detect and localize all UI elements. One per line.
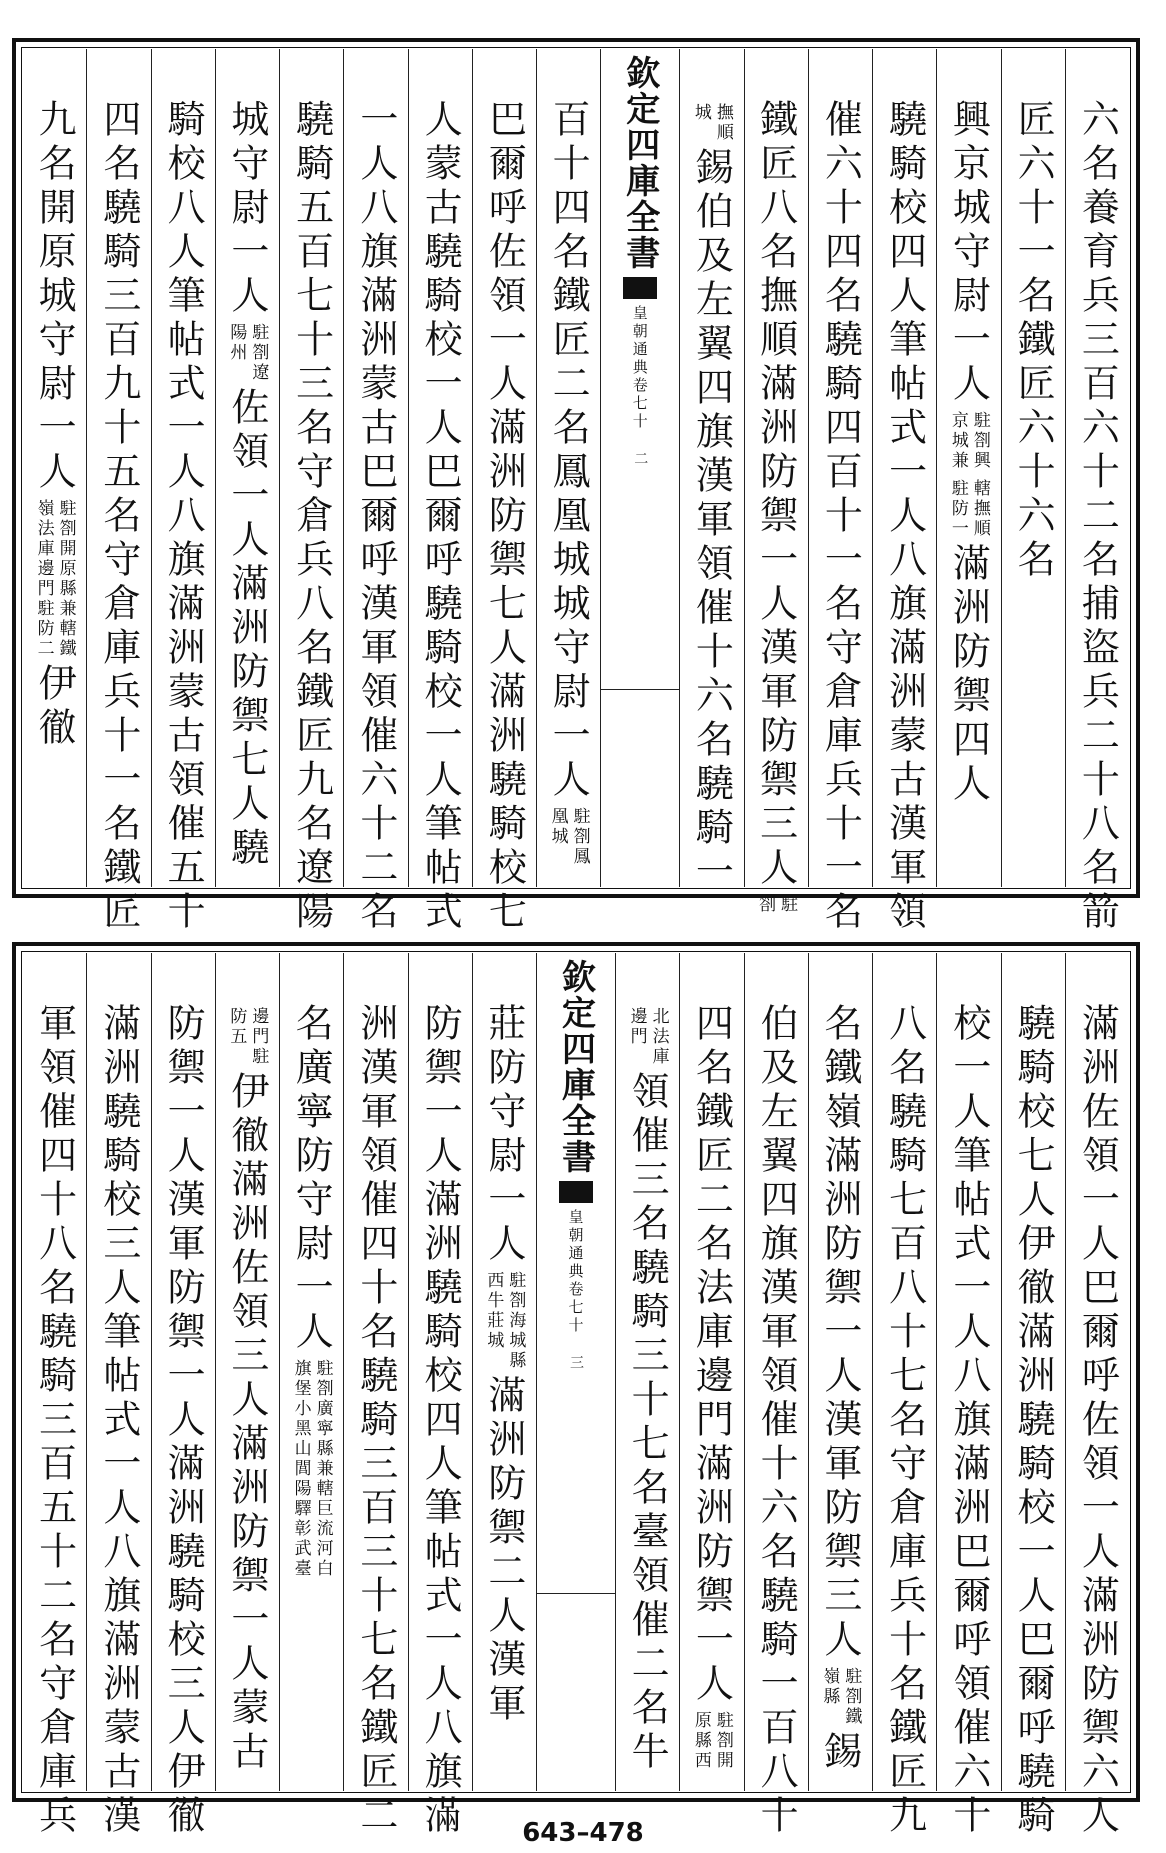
interlinear-note: [226, 323, 268, 383]
main-text: 名廣寧防守尉一人: [289, 1003, 334, 1355]
column-text: 防禦一人漢軍防禦一人滿洲驍騎校三人伊徹: [161, 1003, 206, 1839]
text-column-left-8: [23, 953, 86, 1839]
main-text: 城守尉一人: [224, 99, 269, 319]
note-line: 邊門: [626, 1007, 647, 1047]
column-text: 一人八旗滿洲蒙古巴爾呼漢軍領催六十二名: [353, 99, 398, 935]
interlinear-note: [691, 1711, 733, 1771]
text-column-right-3: [936, 49, 1000, 887]
column-segments: [749, 99, 804, 919]
page-top: [12, 38, 1140, 935]
text-column-left-7: [151, 49, 215, 935]
interlinear-note: [34, 499, 76, 659]
note-line: 嶺法庫邊門駐防二: [33, 499, 54, 659]
column-text: 滿洲佐領一人巴爾呼佐領一人滿洲防禦六人: [1075, 1003, 1120, 1839]
interlinear-note: [691, 103, 733, 143]
text-column-right-1: [1065, 49, 1129, 935]
main-text: 伊徹: [32, 663, 77, 751]
column-segments: [541, 99, 596, 871]
interlinear-note: [226, 1007, 268, 1067]
note-line: 駐劄鳳: [569, 807, 590, 867]
text-column-right-5: [808, 953, 872, 1791]
leaf-number: 二: [632, 451, 649, 465]
interlinear-note: [948, 411, 990, 471]
column-text: 人蒙古驍騎校一人巴爾呼驍騎校一人筆帖式: [418, 99, 463, 935]
text-column-left-4: [343, 49, 407, 935]
column-segments: [220, 1003, 275, 1775]
text-column-right-7: [679, 953, 743, 1791]
note-line: 京城兼: [947, 411, 968, 471]
gutter-divider: [537, 1593, 615, 1594]
column-text: 四名驍騎三百九十五名守倉庫兵十一名鐵匠: [96, 99, 141, 935]
main-text: 名鐵嶺滿洲防禦一人漢軍防禦三人: [817, 1003, 862, 1663]
column-text: 軍領催四十八名驍騎三百五十二名守倉庫兵: [32, 1003, 77, 1839]
main-text: 伊徹滿洲佐領三人滿洲防禦一人蒙古: [224, 1071, 269, 1775]
text-column-left-4: [279, 953, 343, 1791]
main-text: 滿洲防禦四人: [946, 543, 991, 807]
text-column-left-9: [23, 49, 86, 887]
main-text: 領催三名驍騎三十七名臺領催二名牛: [625, 1071, 670, 1775]
center-gutter: [536, 953, 615, 1791]
text-column-left-2: [472, 49, 536, 935]
column-text: 巴爾呼佐領一人滿洲防禦七人滿洲驍騎校七: [482, 99, 527, 935]
interlinear-note: [291, 1359, 333, 1579]
text-column-left-8: [86, 49, 150, 935]
text-column-right-3: [936, 953, 1000, 1839]
text-column-left-5: [215, 953, 279, 1791]
note-line: 原縣西: [690, 1711, 711, 1771]
columns-top: [23, 49, 1129, 935]
column-text: 催六十四名驍騎四百十一名守倉庫兵十一名: [818, 99, 863, 935]
note-line: 劄: [755, 895, 776, 915]
note-line: 駐劄開原縣兼轄鐵: [55, 499, 76, 659]
text-column-left-7: [86, 953, 150, 1839]
center-gutter: [600, 49, 679, 887]
text-column-left-6: [151, 953, 215, 1839]
column-text: 洲漢軍領催四十名驍騎三百三十七名鐵匠二: [353, 1003, 398, 1839]
note-line: 轄撫順: [969, 479, 990, 539]
text-column-left-3: [343, 953, 407, 1839]
volume-reference: 皇朝通典卷七十: [566, 1209, 585, 1335]
main-text: 錫: [817, 1731, 862, 1775]
text-column-right-7: [679, 49, 743, 895]
note-line: 駐劄海城縣: [505, 1271, 526, 1371]
text-column-left-3: [408, 49, 472, 935]
text-column-left-2: [408, 953, 472, 1839]
note-line: 駐劄鐵: [841, 1667, 862, 1727]
column-segments: [284, 1003, 339, 1583]
text-column-right-6: [744, 49, 808, 915]
main-text: 四名鐵匠二名法庫邊門滿洲防禦一人: [689, 1003, 734, 1707]
note-line: 西牛莊城: [483, 1271, 504, 1351]
interlinear-note: [627, 1007, 669, 1067]
main-text: 錫伯及左翼四旗漢軍領催十六名驍騎一: [689, 147, 734, 895]
text-column-right-2: [1001, 49, 1065, 887]
fish-tail-mark: [623, 277, 657, 299]
note-line: 駐劄開: [712, 1711, 733, 1771]
main-text: 滿洲防禦二人漢軍: [481, 1375, 526, 1727]
note-line: 撫順: [712, 103, 733, 143]
note-line: 駐劄遼: [248, 323, 269, 383]
column-text: 防禦一人滿洲驍騎校四人筆帖式一人八旗滿: [418, 1003, 463, 1839]
text-column-right-1: [1065, 953, 1129, 1839]
column-segments: [27, 99, 82, 751]
note-line: 防五: [226, 1007, 247, 1047]
column-text: 驍騎校四人筆帖式一人八旗滿洲蒙古漢軍領: [882, 99, 927, 935]
main-text: 鐵匠八名撫順滿洲防禦一人漢軍防禦三人: [753, 99, 798, 891]
leaf-number: 三: [568, 1355, 584, 1369]
note-line: 駐: [777, 895, 798, 915]
main-text: 興京城守尉一人: [946, 99, 991, 407]
column-text: 八名驍騎七百八十七名守倉庫兵十名鐵匠九: [882, 1003, 927, 1839]
text-column-right-8: [615, 953, 679, 1791]
column-segments: [813, 1003, 868, 1775]
column-text: 騎校八人筆帖式一人八旗滿洲蒙古領催五十: [161, 99, 206, 935]
text-column-left-1: [472, 953, 536, 1791]
note-line: 凰城: [547, 807, 568, 847]
column-segments: [684, 99, 739, 895]
note-line: 駐防一: [947, 479, 968, 539]
interlinear-note: [755, 895, 797, 915]
text-column-right-4: [872, 953, 936, 1839]
column-text: 驍騎五百七十三名守倉兵八名鐵匠九名遼陽: [289, 99, 334, 935]
volume-reference: 皇朝通典卷七十: [630, 305, 649, 431]
text-column-right-6: [744, 953, 808, 1839]
column-text: 滿洲驍騎校三人筆帖式一人八旗滿洲蒙古漢: [96, 1003, 141, 1839]
text-column-right-5: [808, 49, 872, 935]
text-column-left-5: [279, 49, 343, 935]
fish-tail-mark: [559, 1181, 593, 1203]
note-line: 陽州: [226, 323, 247, 363]
column-text: 伯及左翼四旗漢軍領催十六名驍騎一百八十: [754, 1003, 799, 1839]
main-text: 佐領一人滿洲防禦七人驍: [224, 387, 269, 871]
text-column-left-1: [536, 49, 600, 887]
column-text: 校一人筆帖式一人八旗滿洲巴爾呼領催六十: [946, 1003, 991, 1839]
column-segments: [684, 1003, 739, 1775]
column-text: 六名養育兵三百六十二名捕盜兵二十八名箭: [1075, 99, 1120, 935]
main-text: 莊防守尉一人: [481, 1003, 526, 1267]
note-line: 城: [690, 103, 711, 123]
column-segments: [220, 99, 275, 871]
gutter-divider: [601, 689, 679, 690]
folio-number: 643–478: [522, 1818, 644, 1848]
column-segments: [620, 1003, 675, 1775]
book-title: 欽定四庫全書: [555, 959, 596, 1175]
column-segments: [477, 1003, 532, 1727]
interlinear-note: [948, 479, 990, 539]
text-column-right-2: [1001, 953, 1065, 1839]
note-line: 嶺縣: [819, 1667, 840, 1707]
text-column-right-4: [872, 49, 936, 935]
interlinear-note: [548, 807, 590, 867]
column-text: 驍騎校七人伊徹滿洲驍騎校一人巴爾呼驍騎: [1011, 1003, 1056, 1839]
note-line: 旗堡小黑山閭陽驛彰武臺: [290, 1359, 311, 1579]
note-line: 邊門駐: [248, 1007, 269, 1067]
book-title: 欽定四庫全書: [619, 55, 660, 271]
note-line: 北法庫: [648, 1007, 669, 1067]
column-text: 匠六十一名鐵匠六十六名: [1011, 99, 1056, 583]
column-segments: [941, 99, 996, 807]
interlinear-note: [819, 1667, 861, 1727]
interlinear-note: [483, 1271, 525, 1371]
main-text: 百十四名鐵匠二名鳳凰城城守尉一人: [546, 99, 591, 803]
note-line: 駐劄廣寧縣兼轄巨流河白: [312, 1359, 333, 1579]
main-text: 九名開原城守尉一人: [32, 99, 77, 495]
text-column-left-6: [215, 49, 279, 887]
note-line: 駐劄興: [969, 411, 990, 471]
